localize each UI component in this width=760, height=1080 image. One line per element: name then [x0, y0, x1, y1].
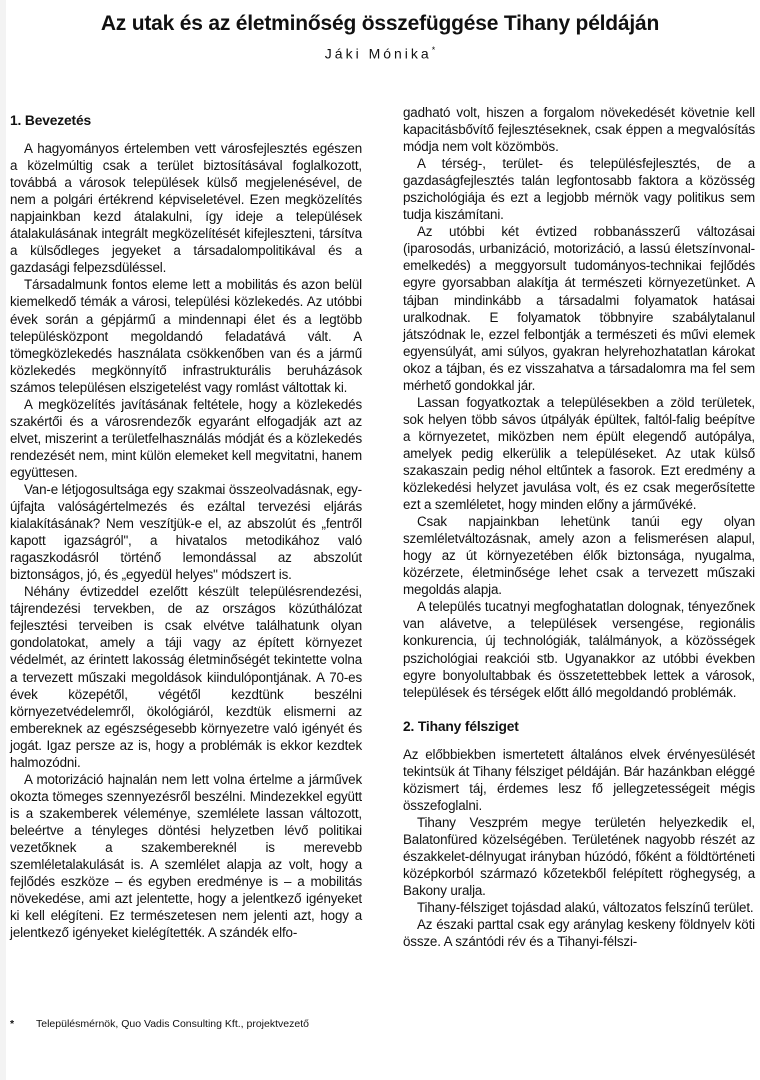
scan-edge	[0, 0, 6, 1080]
paragraph: Lassan fogyatkoztak a településekben a zöld területek, sok helyen több sávos útpályák épültek, faltól-falig beépítve a környezetet, miközben nem épült elegendő autópálya, amelyek pedig elkerülik a településeket. Az utak külső szakaszain pedig néhol eltűntek a fasorok. Ezt eredmény a közlekedési helyzet javulása volt, és ez csak megerősítette ezt a szemléletet, hogy minden előny a járművéké.	[403, 394, 755, 513]
section-heading-tihany: 2. Tihany félsziget	[403, 718, 519, 734]
footnote-text: Településmérnök, Quo Vadis Consulting Kft., projektvezető	[36, 1018, 309, 1030]
paragraph: A motorizáció hajnalán nem lett volna értelme a járművek okozta tömeges szennyezésről beszélni. Mindezekkel együtt is a szakemberek véleménye, szemlélete lassan változott, beleértve a tényleges döntési helyzetben lévő politikai vezetőknek a szakembereknél is merevebb szemléletalakulását is. A szemlélet alapja az volt, hogy a fejlődés eszköze – és egyben eredménye is – a mobilitás növekedése, ami azt jelentette, hogy a jelentkező igényeket ki kell elégíteni. Ez természetesen nem jelenti azt, hogy a jelentkező igényeket kielégítették. A szándék elfo-	[10, 771, 362, 941]
author-footnote-mark: *	[431, 45, 436, 55]
author-name: Jáki Mónika	[324, 45, 432, 62]
paragraph-continued: gadható volt, hiszen a forgalom növekedését követnie kell kapacitásbővítő fejlesztéseknek, csak éppen a megvalósítás módja nem volt közömbös.	[403, 105, 755, 155]
paragraph: Csak napjainkban lehetünk tanúi egy olyan szemléletváltozásnak, amely azon a felismerésen alapul, hogy az út környezetében élők biztonsága, nyugalma, közérzete, életminősége lehet csak a tervezett műszaki megoldás alapja.	[403, 514, 755, 598]
paragraph: Tihany-félsziget tojásdad alakú, változatos felszínű terület.	[417, 900, 754, 916]
paragraph: Társadalmunk fontos eleme lett a mobilitás és azon belül kiemelkedő témák a városi, települési közlekedés. Az utóbbi évek során a gépjármű a mindennapi élet és a legtöbb településközpont megoldandó feladatává vált. A tömegközlekedés használata csökkenőben van és a jármű közlekedés megkönnyítő infrastrukturális beruházások számos településen elszigetelést vagy romlást váltottak ki.	[10, 277, 362, 395]
section-heading-introduction: 1. Bevezetés	[10, 113, 92, 128]
paragraph: Tihany Veszprém megye területén helyezkedik el, Balatonfüred közelségében. Területének nagyobb részét az északkelet-délnyugat irányban húzódó, főként a földtörténeti középkorból származó kőzetekből felépített röghegység, a Bakony uralja.	[403, 814, 755, 899]
paragraph: A település tucatnyi megfoghatatlan dolognak, tényezőnek van alávetve, a települések versengése, regionális konkurencia, új technológiák, találmányok, a közösségek pszichológiai reakciói stb. Ugyanakkor az utóbbi években egyre bonyolultabbak és összetettebbek lettek a városok, települések és térségek előtt álló megoldandó problémák.	[403, 599, 755, 700]
paragraph: Az előbbiekben ismertetett általános elvek érvényesülését tekintsük át Tihany félsziget példáján. Bár hazánkban eléggé közismert táj, érdemes lesz fő jellegzetességeit mégis összefoglalni.	[403, 746, 755, 813]
paragraph: Az északi parttal csak egy aránylag keskeny földnyelv köti össze. A szántódi rév és a Tihanyi-félszi-	[403, 917, 755, 950]
paragraph: Van-e létjogosultsága egy szakmai összeolvadásnak, egy-újfajta valóságértelmezés és ezáltal tervezési eljárás kialakításának? Nem veszítjük-e el, az abszolút és „fentről kapott igazságról", a hivatalos metodikához való ragaszkodásról történő lemondással az abszolút biztonságos, jó, és „egyedül helyes" módszert is.	[10, 481, 362, 583]
article-title: Az utak és az életminőség összefüggése Tihany példáján	[100, 12, 660, 35]
paragraph: A megközelítés javításának feltétele, hogy a közlekedés szakértői és a városrendezők egyaránt elfogadják azt az elvet, miszerint a területfelhasználás módját és a közlekedés rendezését nem, mint külön elemeket kell megvitatni, hanem együttesen.	[10, 396, 362, 480]
footnote	[10, 1018, 370, 1031]
paragraph: A hagyományos értelemben vett városfejlesztés egészen a közelmúltig csak a terület biztosításával foglalkozott, továbbá a városok települések külső megjelenésével, de nem a polgári értékrend képviseletével. Ezen megközelítés napjainkban kezd átalakulni, így ideje a települések átalakulásának integrált megközelítését kifejleszteni, társítva a külsődleges jegyeket a társadalompolitikával és a gazdasági felpezsdüléssel.	[10, 141, 362, 276]
paragraph: A térség-, terület- és településfejlesztés, de a gazdaságfejlesztés talán legfontosabb faktora a közösség pszichológiája és ezt a legjobb mérnök vagy politikus sem tudja kiszámítani.	[403, 156, 755, 223]
paragraph: Néhány évtizeddel ezelőtt készült településrendezési, tájrendezési tervekben, de az országos közúthálózat fejlesztési terveiben is csak elvétve találhatunk olyan gondolatokat, amely a táji vagy az épített környezet védelmét, az érintett lakosság életminőségét tekintette volna a tervezett műszaki megoldások kiindulópontjának. A 70-es évek közepétől, végétől kezdtünk beszélni környezetvédelemről, ökológiáról, kezdtük elismerni az embereknek az egészségesebb környezetre való igényét és jogát. Igaz persze az is, hogy a problémák is ekkor kezdtek halmozódni.	[10, 584, 362, 770]
footnote-mark: *	[10, 1018, 15, 1030]
paragraph: Az utóbbi két évtized robbanásszerű változásai (iparosodás, urbanizáció, motorizáció, a lassú életszínvonal-emelkedés) a meggyorsult tudományos-technikai fejlődés egyre gyorsabban alakítja át természeti környezetünket. A tájban mindinkább a társadalmi folyamatok hatásai uralkodnak. E folyamatok többnyire szabálytalanul játszódnak le, ezzel felbontják a természeti és művi elemek egyensúlyát, ami súlyos, gyakran helyrehozhatatlan károkat okoz a tájban, és ez visszahatva a társadalomra ma fel sem mérhető gondokkal jár.	[403, 224, 755, 393]
right-column	[403, 104, 755, 950]
author-line	[0, 45, 760, 62]
left-column	[10, 112, 362, 941]
